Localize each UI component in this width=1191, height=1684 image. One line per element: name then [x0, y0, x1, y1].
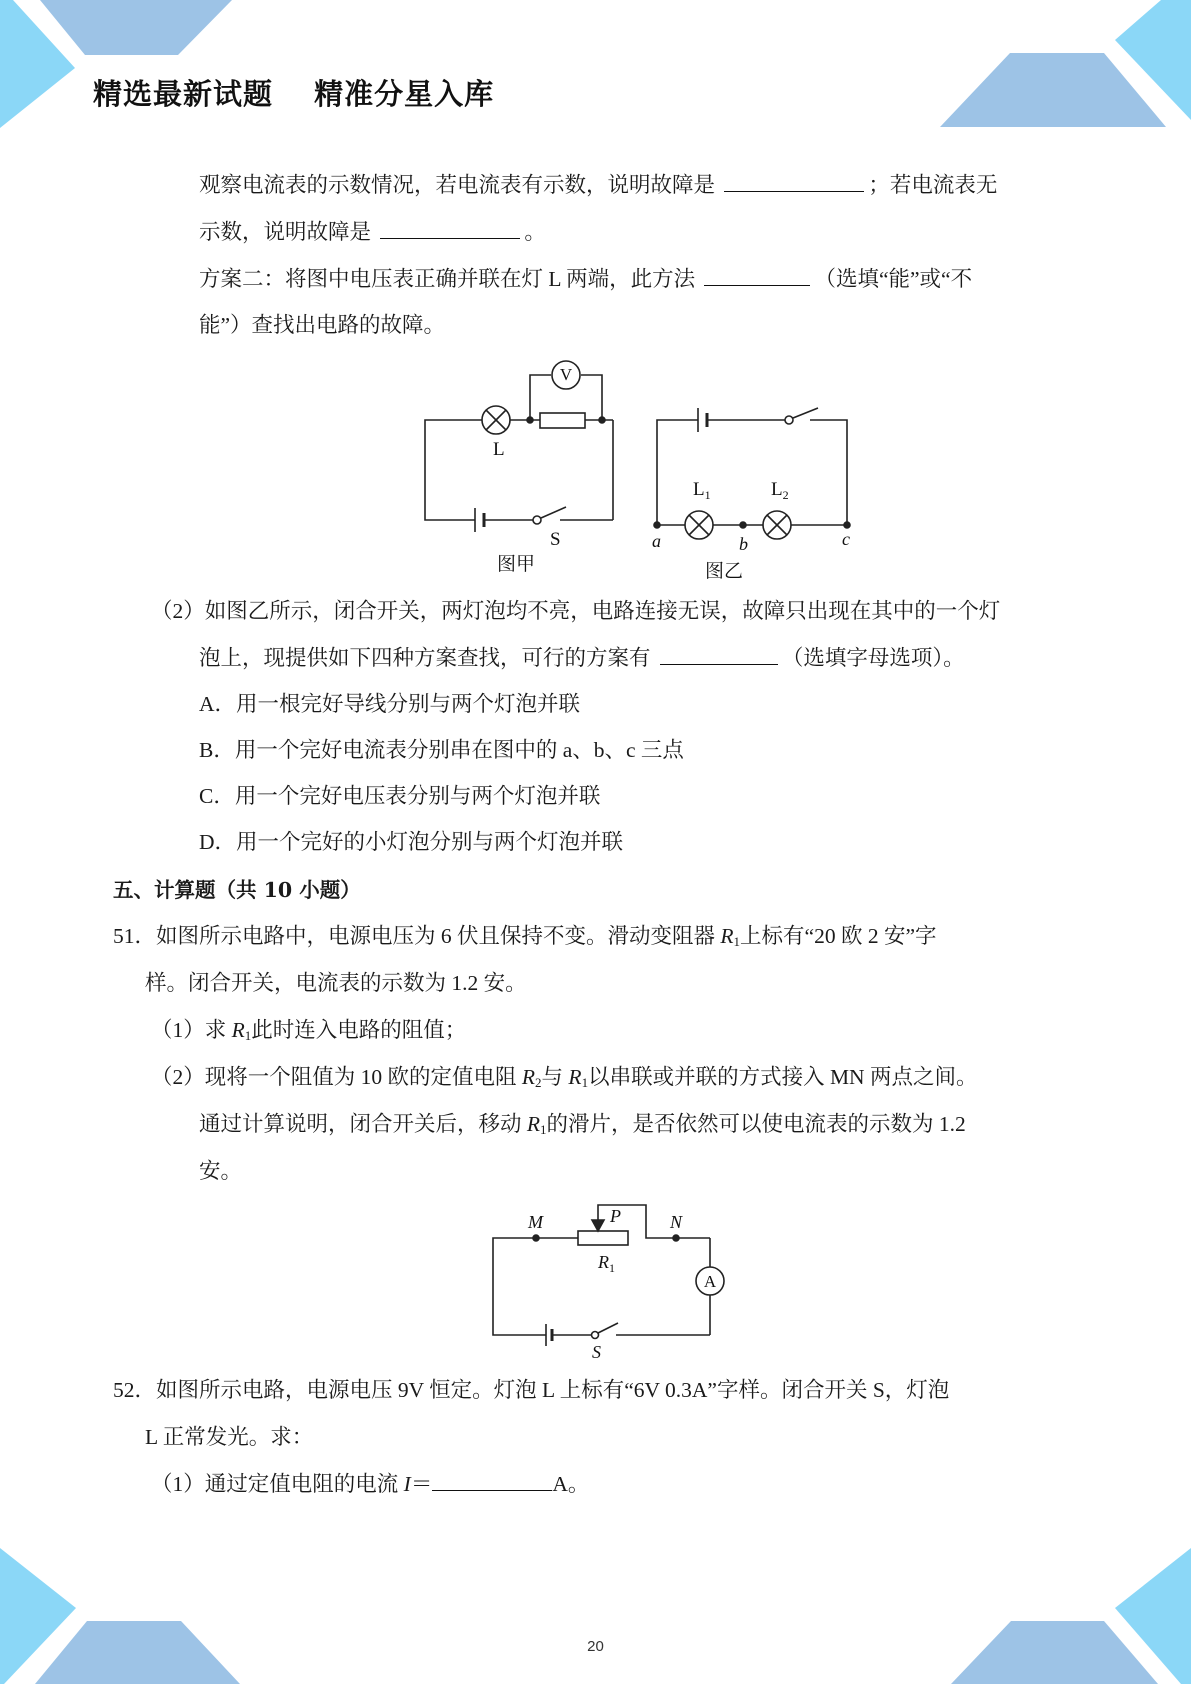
text: ＝	[410, 1472, 433, 1496]
voltmeter-label: V	[559, 365, 573, 384]
wire	[493, 1238, 578, 1335]
q52-sub1	[151, 1470, 589, 1498]
text: （选填字母选项）。	[781, 646, 965, 670]
switch-label: S	[592, 1342, 601, 1362]
q52-line-1: 52．如图所示电路，电源电压 9V 恒定。灯泡 L 上标有“6V 0.3A”字样。闭合开关 S，灯泡	[113, 1378, 950, 1402]
point-m-dot	[533, 1235, 539, 1241]
var-i: I	[403, 1472, 411, 1496]
point-a-dot	[654, 522, 660, 528]
text: ；若电流表无	[868, 173, 998, 197]
wire	[657, 420, 698, 525]
lamp-l2-icon	[763, 511, 791, 539]
var-r: R	[231, 1018, 245, 1042]
q2-option-a: A．用一根完好导线分别与两个灯泡并联	[199, 692, 581, 716]
text: 示数，说明故障是	[199, 220, 377, 244]
junction-dot	[527, 417, 533, 423]
rheostat-label: $R_1$	[598, 1252, 615, 1275]
rheostat-icon	[578, 1231, 628, 1245]
text: 能”）查找出电路的故障。	[199, 313, 446, 337]
answer-blank[interactable]	[432, 1470, 552, 1491]
subscript: 1	[733, 934, 741, 949]
subscript: 1	[581, 1075, 589, 1090]
switch-icon	[785, 408, 818, 424]
figure-yi-circuit	[645, 355, 870, 585]
var-r: R	[521, 1065, 536, 1089]
text: 与	[541, 1065, 569, 1089]
point-c-label: c	[842, 529, 850, 549]
q51-sub2-line-2	[199, 1110, 966, 1138]
point-b-label: b	[739, 534, 748, 554]
answer-blank[interactable]	[704, 265, 810, 286]
text: 泡上，现提供如下四种方案查找，可行的方案有	[199, 646, 656, 670]
corner-triangle-top-right	[1115, 0, 1191, 120]
q51-sub2-line-3: 安。	[199, 1159, 243, 1183]
text: 。	[524, 220, 546, 244]
lamp-icon	[482, 406, 510, 434]
figure-jia-circuit	[420, 355, 620, 575]
text: （1）求	[151, 1018, 232, 1042]
junction-dot	[599, 417, 605, 423]
subscript: 1	[540, 1122, 547, 1137]
switch-icon	[533, 507, 566, 524]
subscript: 2	[535, 1075, 542, 1090]
lamp-l1-icon	[685, 511, 713, 539]
slider-arrow-icon	[592, 1220, 604, 1231]
point-n-label: N	[670, 1212, 683, 1232]
q51-sub1	[151, 1016, 466, 1044]
intro-line-1	[199, 171, 997, 199]
header-title: 精选最新试题 精准分星入库	[93, 77, 495, 111]
answer-blank[interactable]	[724, 171, 864, 192]
figure-caption: 图乙	[705, 561, 744, 582]
figure-caption: 图甲	[497, 554, 536, 575]
q51-circuit	[488, 1202, 738, 1362]
var-r: R	[526, 1112, 541, 1136]
answer-blank[interactable]	[660, 644, 778, 665]
resistor-icon	[540, 413, 585, 428]
wire	[810, 420, 847, 525]
corner-triangle-top-left	[0, 0, 75, 128]
point-a-label: a	[652, 531, 661, 551]
text: 的滑片，是否依然可以使电流表的示数为 1.2	[546, 1112, 966, 1136]
corner-triangle-bottom-left	[0, 1548, 76, 1684]
corner-trapezoid-top-left	[40, 0, 232, 55]
q2-option-b: B．用一个完好电流表分别串在图中的 a、b、c 三点	[199, 738, 684, 762]
battery-icon	[546, 1324, 552, 1346]
point-c-dot	[844, 522, 850, 528]
subscript: 1	[244, 1028, 252, 1043]
q52-line-2: L 正常发光。求：	[145, 1425, 314, 1449]
q2-line-2	[199, 644, 965, 672]
text: （选填“能”或“不	[814, 267, 973, 291]
switch-label: S	[550, 529, 561, 550]
switch-icon	[592, 1323, 619, 1339]
var-r: R	[720, 924, 734, 948]
answer-blank[interactable]	[380, 218, 520, 239]
intro-line-3	[199, 265, 972, 293]
lamp-label: L	[493, 439, 505, 460]
text: （2）现将一个阻值为 10 欧的定值电阻	[151, 1065, 522, 1089]
lamp-l1-label: $L_1$	[693, 479, 711, 502]
q2-option-c: C．用一个完好电压表分别与两个灯泡并联	[199, 784, 601, 808]
corner-trapezoid-top-right	[940, 53, 1166, 127]
text: （1）通过定值电阻的电流	[151, 1472, 404, 1496]
text: A。	[552, 1472, 590, 1496]
q51-line-1	[113, 922, 937, 950]
slider-p-label: P	[610, 1206, 621, 1226]
point-b-dot	[740, 522, 746, 528]
page-number: 20	[587, 1638, 604, 1655]
intro-line-4	[199, 311, 445, 339]
text: 观察电流表的示数情况，若电流表有示数，说明故障是	[199, 173, 721, 197]
text: 通过计算说明，闭合开关后，移动	[199, 1112, 527, 1136]
text: 方案二：将图中电压表正确并联在灯 L 两端，此方法	[199, 267, 701, 291]
battery-icon	[475, 508, 484, 532]
text: 以串联或并联的方式接入 MN 两点之间。	[588, 1065, 978, 1089]
text: 此时连入电路的阻值；	[251, 1018, 467, 1042]
intro-line-2	[199, 218, 546, 246]
q2-option-d: D．用一个完好的小灯泡分别与两个灯泡并联	[199, 830, 624, 854]
wire	[425, 420, 482, 520]
text: 上标有“20 欧 2 安”字	[740, 924, 937, 948]
q2-line-1: （2）如图乙所示，闭合开关，两灯泡均不亮，电路连接无误，故障只出现在其中的一个灯	[151, 599, 1001, 623]
section-title: 五、计算题（共 10 小题）	[113, 878, 361, 902]
q51-line-2: 样。闭合开关，电流表的示数为 1.2 安。	[145, 971, 527, 995]
ammeter-label: A	[703, 1272, 717, 1291]
point-m-label: M	[528, 1212, 543, 1232]
point-n-dot	[673, 1235, 679, 1241]
var-r: R	[568, 1065, 582, 1089]
q51-sub2-line-1	[151, 1063, 977, 1091]
text: 51．如图所示电路中，电源电压为 6 伏且保持不变。滑动变阻器	[113, 924, 721, 948]
lamp-l2-label: $L_2$	[771, 479, 789, 502]
corner-triangle-bottom-right	[1115, 1548, 1191, 1684]
battery-icon	[698, 408, 707, 432]
